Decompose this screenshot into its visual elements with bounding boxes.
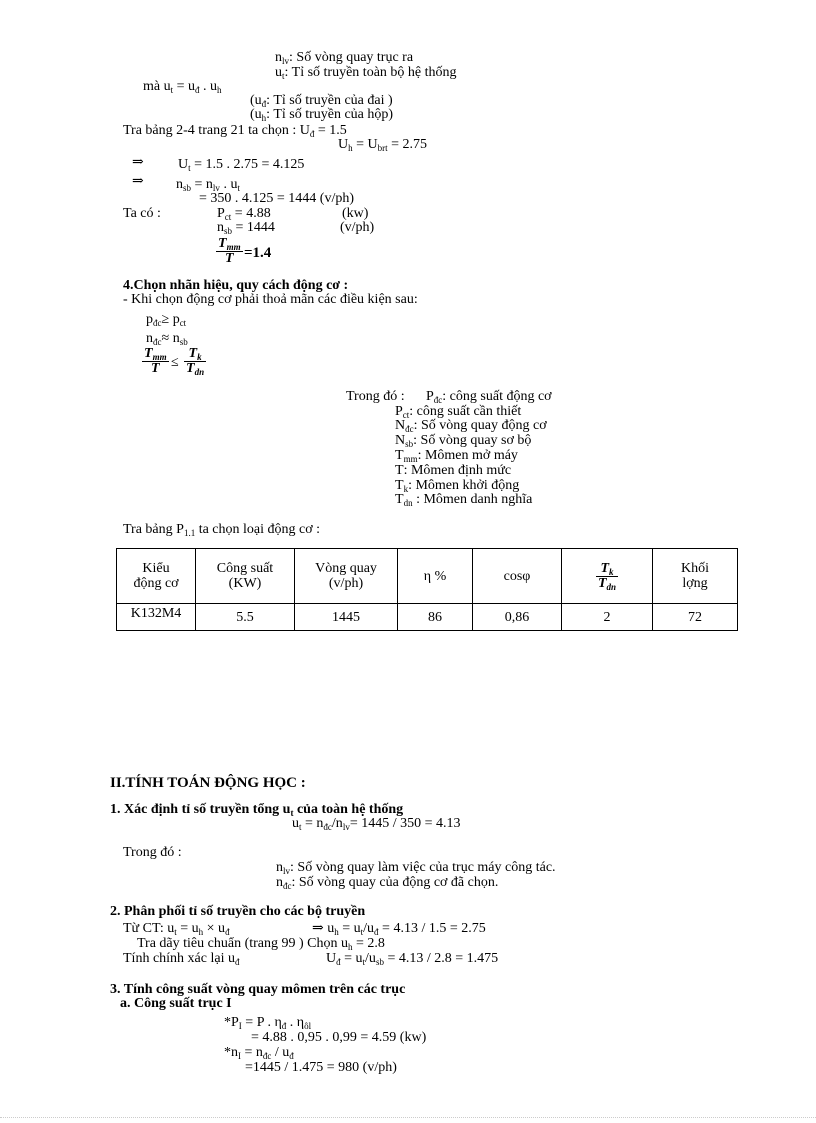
condition-power: $p_{đc}\ge p_{ct}$: [146, 312, 187, 328]
cell-efficiency: 86: [398, 604, 473, 631]
ndc-definition: $n_{đc}$: Số vòng quay của động cơ đã chọn.: [276, 875, 499, 891]
section-ii-3-title: 3. Tính công suất vòng quay mômen trên các trục: [110, 982, 406, 997]
section-ii-1-title: 1. Xác định tỉ số truyền tổng $u_t$ của toàn hệ thống: [110, 802, 404, 818]
section-ii-2-title: 2. Phân phối tỉ số truyền cho các bộ truyền: [110, 904, 366, 919]
torque-ratio-fraction: $T_{mm}$ T: [218, 236, 241, 266]
def-item: $P_{ct}$: công suất cần thiết: [395, 404, 522, 420]
cell-torque-ratio: 2: [562, 604, 653, 631]
cell-type: K132M4: [117, 604, 196, 631]
header-cell-cosphi: cosφ: [473, 549, 562, 604]
header-cell-power: Công suất (KW): [196, 549, 295, 604]
nlv-definition: $n_{lv}$: Số vòng quay làm việc của trục máy công tác.: [276, 860, 556, 876]
tra-bang-p-line: Tra bảng $P_{1.1}$ ta chọn loại động cơ :: [123, 522, 321, 538]
nsb-result: = 350 . 4.125 = 1444 (v/ph): [199, 191, 355, 206]
def-item: $P_{đc}$: công suất động cơ: [426, 389, 552, 405]
def-item: $N_{đc}$: Số vòng quay động cơ: [395, 418, 547, 434]
n-lv-definition: $n_{lv}$: Số vòng quay trục ra: [275, 50, 414, 66]
uh-choice: $U_h = U_{brt} = 2.75$: [338, 137, 428, 153]
condition-speed: $n_{đc}\approx n_{sb}$: [146, 331, 188, 347]
section-4-title: 4.Chọn nhãn hiệu, quy cách động cơ :: [123, 278, 349, 293]
p1-formula: $*P_I = P$ . $\eta_đ$ . $\eta_{ôl}$: [224, 1015, 312, 1031]
condition-torque-left: $T_{mm}$ T: [144, 346, 167, 376]
def-item: $T_k$: Mômen khởi động: [395, 478, 520, 494]
pct-unit: (kw): [342, 206, 369, 221]
cell-weight: 72: [653, 604, 738, 631]
header-cell-weight: Khối lợng: [653, 549, 738, 604]
distribution-formula: Từ CT: $u_t = u_h \times u_đ$: [123, 921, 230, 937]
p1-result: = 4.88 . 0,95 . 0,99 = 4.59 (kw): [251, 1030, 427, 1045]
n1-result: =1445 / 1.475 = 980 (v/ph): [245, 1060, 397, 1075]
motor-spec-table: [116, 548, 738, 631]
table-header-row: [117, 549, 738, 604]
tra-bang-line: Tra bảng 2-4 trang 21 ta chọn : $U_đ = 1.5$: [123, 123, 347, 139]
n1-formula: $*n_I = n_{đc} / u_đ$: [224, 1045, 294, 1061]
def-item: T: Mômen định mức: [395, 463, 512, 478]
def-item: $T_{mm}$: Mômen mở máy: [395, 448, 518, 464]
section-4-intro: - Khi chọn động cơ phải thoả mãn các điều kiện sau:: [123, 292, 418, 307]
ut-product-formula: mà $u_t = u_đ$ . $u_h$: [143, 79, 222, 95]
implies-arrow-icon: ⇒: [132, 174, 144, 189]
section-ii-title: II.TÍNH TOÁN ĐỘNG HỌC :: [110, 775, 306, 791]
pct-value: $P_{ct} = 4.88$: [217, 206, 271, 222]
ta-co-label: Ta có :: [123, 206, 161, 221]
table-row: [117, 604, 738, 631]
ud-note: ($u_đ$: Tỉ số truyền của đai ): [250, 93, 393, 109]
header-cell-type: Kiểu động cơ: [117, 549, 196, 604]
header-cell-torque-ratio: $T_k$ $T_{dn}$: [562, 549, 653, 604]
def-item: $N_{sb}$: Số vòng quay sơ bộ: [395, 433, 532, 449]
implies-arrow-icon: ⇒: [132, 155, 144, 170]
u-t-definition: $u_t$: Tỉ số truyền toàn bộ hệ thống: [275, 65, 457, 81]
uh-calc: ⇒ $u_h = u_t/u_đ = 4.13 / 1.5 = 2.75$: [312, 921, 486, 937]
less-equal-icon: ≤: [171, 355, 179, 370]
trong-do-label-2: Trong đó :: [123, 845, 182, 860]
ut-final-formula: $u_t = n_{đc}/n_{lv}= 1445 / 350 = 4.13$: [292, 816, 461, 832]
recalc-label: Tính chính xác lại $u_đ$: [123, 951, 240, 967]
ut-calc: $U_t = 1.5$ . 2.75 = 4.125: [178, 157, 305, 173]
uh-note: ($u_h$: Tỉ số truyền của hộp): [250, 107, 394, 123]
trong-do-label: Trong đó :: [346, 389, 405, 404]
section-ii-3a-title: a. Công suất trục I: [120, 996, 232, 1011]
standard-choice: Tra dãy tiêu chuẩn (trang 99 ) Chọn $u_h = 2.8$: [137, 936, 385, 952]
header-cell-efficiency: η %: [398, 549, 473, 604]
cell-power: 5.5: [196, 604, 295, 631]
condition-torque-right: $T_k$ $T_{dn}$: [186, 346, 205, 377]
torque-ratio-value: =1.4: [244, 245, 272, 261]
page-bottom-divider: [0, 1117, 816, 1118]
nsb-unit: (v/ph): [340, 220, 375, 235]
ud-recalc: $U_đ = u_t/u_{sb} = 4.13 / 2.8 = 1.475$: [326, 951, 499, 967]
header-cell-speed: Vòng quay (v/ph): [295, 549, 398, 604]
nsb-value: $n_{sb} = 1444$: [217, 220, 275, 236]
cell-speed: 1445: [295, 604, 398, 631]
nsb-formula: $n_{sb} = n_{lv}$ . $u_t$: [176, 177, 240, 193]
cell-cosphi: 0,86: [473, 604, 562, 631]
def-item: $T_{dn}$ : Mômen danh nghĩa: [395, 492, 533, 508]
